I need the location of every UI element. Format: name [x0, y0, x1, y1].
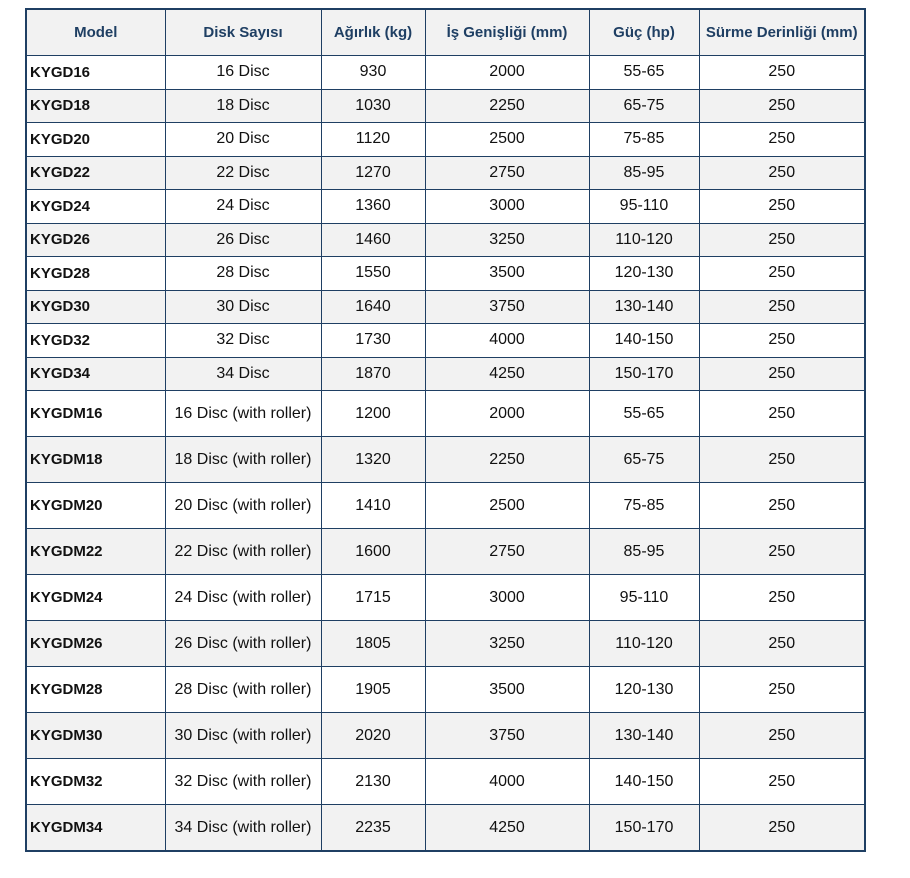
header-power: Güç (hp) [589, 9, 699, 56]
table-row [26, 437, 865, 483]
cell-working-width: 3750 [425, 290, 589, 324]
table-row [26, 290, 865, 324]
cell-depth: 250 [699, 713, 865, 759]
cell-model: KYGD32 [26, 324, 165, 358]
cell-power: 95-110 [589, 190, 699, 224]
cell-working-width: 3250 [425, 223, 589, 257]
cell-disk-count: 28 Disc (with roller) [165, 667, 321, 713]
cell-depth: 250 [699, 357, 865, 391]
table-row [26, 56, 865, 90]
cell-depth: 250 [699, 123, 865, 157]
cell-disk-count: 28 Disc [165, 257, 321, 291]
cell-power: 55-65 [589, 391, 699, 437]
cell-power: 140-150 [589, 324, 699, 358]
cell-weight: 1730 [321, 324, 425, 358]
cell-power: 95-110 [589, 575, 699, 621]
cell-power: 120-130 [589, 667, 699, 713]
cell-disk-count: 32 Disc (with roller) [165, 759, 321, 805]
cell-working-width: 2000 [425, 56, 589, 90]
cell-power: 65-75 [589, 89, 699, 123]
cell-depth: 250 [699, 290, 865, 324]
cell-working-width: 4250 [425, 357, 589, 391]
cell-working-width: 3500 [425, 667, 589, 713]
cell-depth: 250 [699, 575, 865, 621]
cell-weight: 930 [321, 56, 425, 90]
table-row [26, 529, 865, 575]
cell-power: 65-75 [589, 437, 699, 483]
cell-power: 75-85 [589, 483, 699, 529]
table-row [26, 483, 865, 529]
cell-working-width: 2750 [425, 529, 589, 575]
cell-weight: 1270 [321, 156, 425, 190]
cell-depth: 250 [699, 667, 865, 713]
cell-weight: 2235 [321, 805, 425, 852]
cell-depth: 250 [699, 529, 865, 575]
cell-power: 130-140 [589, 713, 699, 759]
cell-depth: 250 [699, 257, 865, 291]
cell-model: KYGD22 [26, 156, 165, 190]
cell-disk-count: 26 Disc [165, 223, 321, 257]
cell-weight: 1715 [321, 575, 425, 621]
header-depth: Sürme Derinliği (mm) [699, 9, 865, 56]
cell-disk-count: 34 Disc [165, 357, 321, 391]
cell-disk-count: 16 Disc (with roller) [165, 391, 321, 437]
cell-working-width: 2500 [425, 483, 589, 529]
cell-working-width: 3000 [425, 575, 589, 621]
table-row [26, 759, 865, 805]
cell-depth: 250 [699, 56, 865, 90]
cell-model: KYGDM34 [26, 805, 165, 852]
cell-disk-count: 22 Disc [165, 156, 321, 190]
cell-working-width: 2250 [425, 89, 589, 123]
cell-weight: 1640 [321, 290, 425, 324]
cell-disk-count: 20 Disc (with roller) [165, 483, 321, 529]
cell-working-width: 3250 [425, 621, 589, 667]
cell-power: 140-150 [589, 759, 699, 805]
table-row [26, 713, 865, 759]
cell-depth: 250 [699, 621, 865, 667]
header-weight: Ağırlık (kg) [321, 9, 425, 56]
cell-weight: 1460 [321, 223, 425, 257]
cell-model: KYGDM30 [26, 713, 165, 759]
cell-working-width: 4250 [425, 805, 589, 852]
table-row [26, 391, 865, 437]
cell-disk-count: 30 Disc [165, 290, 321, 324]
cell-weight: 1320 [321, 437, 425, 483]
cell-working-width: 3500 [425, 257, 589, 291]
cell-depth: 250 [699, 437, 865, 483]
cell-power: 75-85 [589, 123, 699, 157]
cell-disk-count: 18 Disc [165, 89, 321, 123]
cell-disk-count: 24 Disc (with roller) [165, 575, 321, 621]
cell-working-width: 2000 [425, 391, 589, 437]
cell-disk-count: 18 Disc (with roller) [165, 437, 321, 483]
cell-model: KYGD20 [26, 123, 165, 157]
cell-depth: 250 [699, 89, 865, 123]
table-row [26, 621, 865, 667]
cell-model: KYGD26 [26, 223, 165, 257]
cell-depth: 250 [699, 483, 865, 529]
cell-working-width: 4000 [425, 324, 589, 358]
table-row [26, 575, 865, 621]
cell-model: KYGDM16 [26, 391, 165, 437]
cell-working-width: 3750 [425, 713, 589, 759]
spec-table [25, 8, 866, 852]
table-row [26, 223, 865, 257]
cell-disk-count: 30 Disc (with roller) [165, 713, 321, 759]
cell-model: KYGD16 [26, 56, 165, 90]
cell-depth: 250 [699, 156, 865, 190]
cell-weight: 1410 [321, 483, 425, 529]
cell-model: KYGDM24 [26, 575, 165, 621]
cell-model: KYGDM18 [26, 437, 165, 483]
cell-weight: 1805 [321, 621, 425, 667]
cell-model: KYGDM26 [26, 621, 165, 667]
header-working-width: İş Genişliği (mm) [425, 9, 589, 56]
cell-power: 150-170 [589, 357, 699, 391]
cell-weight: 1120 [321, 123, 425, 157]
table-body [26, 56, 865, 852]
cell-power: 150-170 [589, 805, 699, 852]
cell-model: KYGD34 [26, 357, 165, 391]
table-row [26, 667, 865, 713]
cell-power: 120-130 [589, 257, 699, 291]
cell-weight: 1200 [321, 391, 425, 437]
cell-depth: 250 [699, 391, 865, 437]
cell-disk-count: 32 Disc [165, 324, 321, 358]
table-row [26, 805, 865, 852]
cell-disk-count: 26 Disc (with roller) [165, 621, 321, 667]
cell-model: KYGD18 [26, 89, 165, 123]
table-header-row [26, 9, 865, 56]
table-row [26, 190, 865, 224]
table-row [26, 257, 865, 291]
cell-power: 55-65 [589, 56, 699, 90]
cell-model: KYGD24 [26, 190, 165, 224]
cell-power: 130-140 [589, 290, 699, 324]
cell-working-width: 2500 [425, 123, 589, 157]
table-row [26, 357, 865, 391]
cell-depth: 250 [699, 324, 865, 358]
cell-disk-count: 20 Disc [165, 123, 321, 157]
cell-power: 110-120 [589, 223, 699, 257]
cell-power: 85-95 [589, 156, 699, 190]
cell-weight: 2130 [321, 759, 425, 805]
table-row [26, 324, 865, 358]
cell-depth: 250 [699, 759, 865, 805]
cell-working-width: 2750 [425, 156, 589, 190]
cell-weight: 1600 [321, 529, 425, 575]
header-model: Model [26, 9, 165, 56]
cell-disk-count: 22 Disc (with roller) [165, 529, 321, 575]
cell-weight: 1905 [321, 667, 425, 713]
cell-power: 110-120 [589, 621, 699, 667]
cell-working-width: 2250 [425, 437, 589, 483]
cell-model: KYGD30 [26, 290, 165, 324]
table-row [26, 89, 865, 123]
cell-weight: 2020 [321, 713, 425, 759]
cell-depth: 250 [699, 223, 865, 257]
cell-weight: 1030 [321, 89, 425, 123]
cell-model: KYGDM20 [26, 483, 165, 529]
cell-model: KYGDM32 [26, 759, 165, 805]
cell-depth: 250 [699, 190, 865, 224]
cell-disk-count: 34 Disc (with roller) [165, 805, 321, 852]
table-row [26, 123, 865, 157]
cell-working-width: 3000 [425, 190, 589, 224]
cell-working-width: 4000 [425, 759, 589, 805]
cell-model: KYGD28 [26, 257, 165, 291]
cell-weight: 1550 [321, 257, 425, 291]
cell-disk-count: 24 Disc [165, 190, 321, 224]
cell-disk-count: 16 Disc [165, 56, 321, 90]
table-row [26, 156, 865, 190]
cell-weight: 1870 [321, 357, 425, 391]
cell-power: 85-95 [589, 529, 699, 575]
header-disk-count: Disk Sayısı [165, 9, 321, 56]
cell-model: KYGDM22 [26, 529, 165, 575]
cell-depth: 250 [699, 805, 865, 852]
cell-weight: 1360 [321, 190, 425, 224]
cell-model: KYGDM28 [26, 667, 165, 713]
